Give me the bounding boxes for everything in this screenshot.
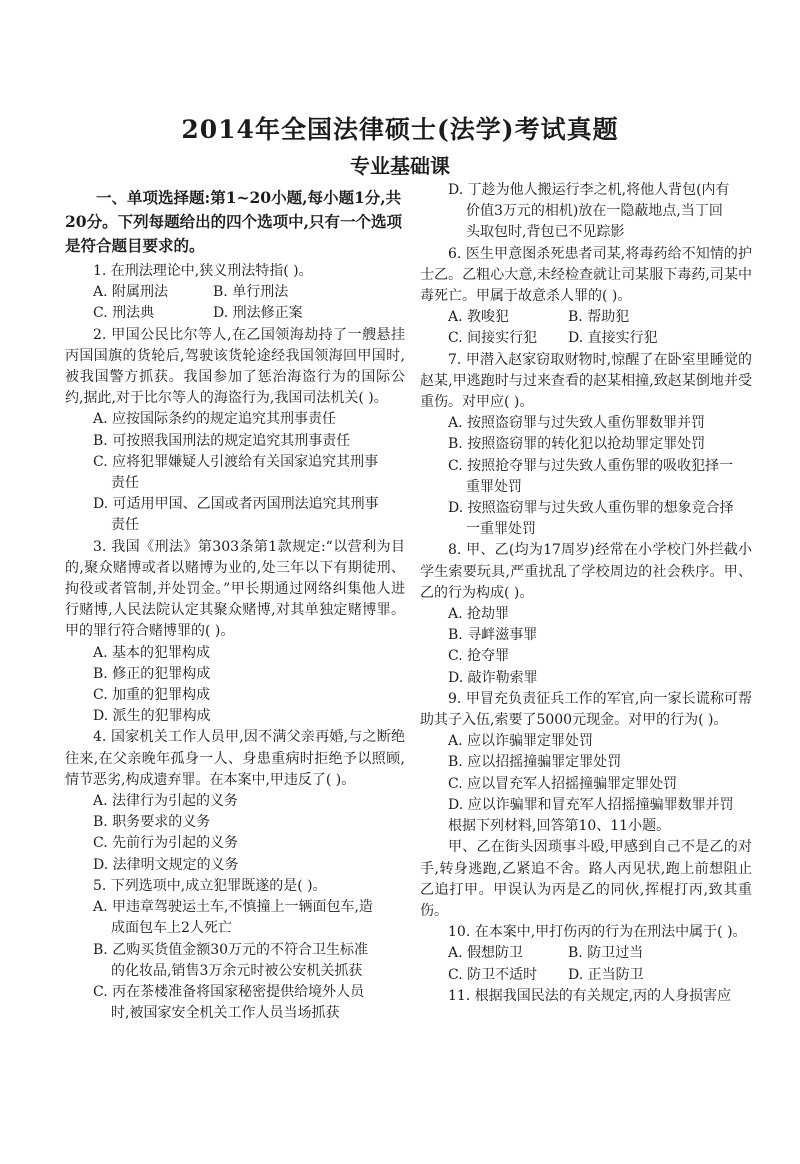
option-a: A. 抢劫罪 [448, 606, 510, 623]
option-b: B. 防卫过当 [568, 945, 644, 962]
option-c: C. 丙在茶楼准备将国家秘密提供给境外人员 [93, 983, 365, 1000]
option-d: D. 直接实行犯 [568, 330, 658, 347]
option-d: D. 可适用甲国、乙国或者丙国刑法追究其刑事 [93, 496, 379, 513]
option-c-continued: 重罪处罚 [466, 478, 522, 495]
option-d-continued: 价值3万元的相机)放在一隐蔽地点,当丁回 [466, 203, 723, 220]
option-b-continued: 的化妆品,销售3万余元时被公安机关抓获 [111, 962, 363, 979]
option-a: A. 假想防卫 [448, 945, 524, 962]
page-subtitle: 专业基础课 [350, 154, 450, 178]
option-d: D. 丁趁为他人搬运行李之机,将他人背包(内有 [448, 182, 730, 198]
option-c: C. 刑法典 [93, 305, 155, 322]
option-c: C. 按照抢夺罪与过失致人重伤罪的吸收犯择一 [448, 457, 734, 474]
question-5-stem: 5. 下列选项中,成立犯罪既遂的是( )。 [93, 877, 327, 894]
option-b: B. 应以招摇撞骗罪定罪处罚 [448, 754, 622, 771]
option-a: A. 附属刑法 [93, 284, 169, 301]
option-c: C. 防卫不适时 [448, 966, 538, 983]
option-c: C. 抢夺罪 [448, 648, 510, 665]
option-b: B. 单行刑法 [213, 284, 289, 301]
option-b: B. 职务要求的义务 [93, 814, 211, 831]
option-c: C. 应以冒充军人招摇撞骗罪定罪处罚 [448, 775, 678, 792]
option-a: A. 应按国际条约的规定追究其刑事责任 [93, 411, 337, 428]
option-c: C. 应将犯罪嫌疑人引渡给有关国家追究其刑事 [93, 453, 379, 470]
option-c: C. 间接实行犯 [448, 330, 538, 347]
material-intro: 根据下列材料,回答第10、11小题。 [448, 818, 671, 835]
option-b: B. 可按照我国刑法的规定追究其刑事责任 [93, 432, 351, 449]
question-1-options [93, 282, 405, 324]
option-a: A. 按照盗窃罪与过失致人重伤罪数罪并罚 [448, 415, 706, 432]
option-d: D. 法律明文规定的义务 [93, 856, 239, 873]
question-1-stem: 1. 在刑法理论中,狭义刑法特指( )。 [93, 263, 313, 279]
option-d-continued: 责任 [111, 517, 139, 534]
question-6-options [448, 307, 752, 349]
option-d-continued: 头取包时,背包已不见踪影 [466, 224, 625, 241]
right-column [420, 180, 752, 1007]
left-column [65, 180, 405, 1024]
material-text: 甲、乙在街头因琐事斗殴,甲感到自己不是乙的对手,转身逃跑,乙紧追不舍。路人丙见状,跑上前想阻止乙追打甲。甲误认为丙是乙的同伙,挥棍打丙,致其重伤。 [420, 839, 752, 919]
question-11-stem: 11. 根据我国民法的有关规定,丙的人身损害应 [448, 987, 732, 1004]
option-a: A. 应以诈骗罪定罪处罚 [448, 733, 594, 750]
question-2-stem: 2. 甲国公民比尔等人,在乙国领海劫持了一艘悬挂丙国国旗的货轮后,驾驶该货轮途经我国领海回甲国时,被我国警方抓获。我国参加了惩治海盗行为的国际公约,据此,对于比尔等人的海盗行为,我国司法机关( )。 [65, 326, 405, 407]
option-c: C. 加重的犯罪构成 [93, 687, 211, 704]
option-a-continued: 成面包车上2人死亡 [111, 920, 232, 937]
option-a: A. 基本的犯罪构成 [93, 644, 211, 661]
option-b: B. 帮助犯 [568, 309, 630, 326]
option-d: D. 正当防卫 [568, 966, 644, 983]
question-10-options [448, 943, 752, 985]
page-title: 2014年全国法律硕士(法学)考试真题 [181, 115, 619, 144]
option-a: A. 法律行为引起的义务 [93, 793, 239, 810]
question-10-stem: 10. 在本案中,甲打伤丙的行为在刑法中属于( )。 [448, 924, 747, 941]
option-c: C. 先前行为引起的义务 [93, 835, 239, 852]
option-c-continued: 责任 [111, 475, 139, 492]
question-8-stem: 8. 甲、乙(均为17周岁)经常在小学校门外拦截小学生索要玩具,严重扰乱了学校周边的社会秩序。甲、乙的行为构成( )。 [420, 542, 752, 601]
question-7-stem: 7. 甲潜入赵家窃取财物时,惊醒了在卧室里睡觉的赵某,甲逃跑时与过来查看的赵某相撞,致赵某倒地并受重伤。对甲应( )。 [420, 351, 752, 411]
option-d: D. 派生的犯罪构成 [93, 708, 211, 725]
option-b: B. 寻衅滋事罪 [448, 627, 538, 644]
question-6-stem: 6. 医生甲意图杀死患者司某,将毒药给不知情的护士乙。乙粗心大意,未经检查就让司某服下毒药,司某中毒死亡。甲属于故意杀人罪的( )。 [420, 245, 752, 305]
option-a: A. 甲违章驾驶运土车,不慎撞上一辆面包车,造 [93, 899, 373, 916]
option-d: D. 刑法修正案 [213, 305, 303, 322]
question-3-stem: 3. 我国《刑法》第303条第1款规定:“以营利为目的,聚众赌博或者以赌博为业的,处三年以下有期徒刑、拘役或者管制,并处罚金。”甲长期通过网络纠集他人进行赌博,人民法院认定其聚众赌博,对其单独定赌博罪。甲的罪行符合赌博罪的( )。 [65, 538, 405, 640]
section-heading: 一、单项选择题:第1~20小题,每小题1分,共20分。下列每题给出的四个选项中,只有一个选项是符合题目要求的。 [65, 188, 402, 255]
option-d: D. 按照盗窃罪与过失致人重伤罪的想象竞合择 [448, 500, 734, 517]
question-9-stem: 9. 甲冒充负责征兵工作的军官,向一家长谎称可帮助其子入伍,索要了5000元现金。对甲的行为( )。 [420, 690, 752, 729]
question-4-stem: 4. 国家机关工作人员甲,因不满父亲再婚,与之断绝往来,在父亲晚年孤身一人、身患重病时拒绝予以照顾,情节恶劣,构成遗弃罪。在本案中,甲违反了( )。 [65, 729, 405, 788]
option-b: B. 乙购买货值金额30万元的不符合卫生标准 [93, 941, 369, 958]
option-b: B. 修正的犯罪构成 [93, 665, 211, 682]
option-a: A. 教唆犯 [448, 309, 510, 326]
option-d: D. 应以诈骗罪和冒充军人招摇撞骗罪数罪并罚 [448, 796, 734, 813]
option-b: B. 按照盗窃罪的转化犯以抢劫罪定罪处罚 [448, 436, 706, 453]
option-c-continued: 时,被国家安全机关工作人员当场抓获 [111, 1005, 340, 1022]
option-d-continued: 一重罪处罚 [466, 521, 536, 538]
option-d: D. 敲诈勒索罪 [448, 669, 538, 686]
